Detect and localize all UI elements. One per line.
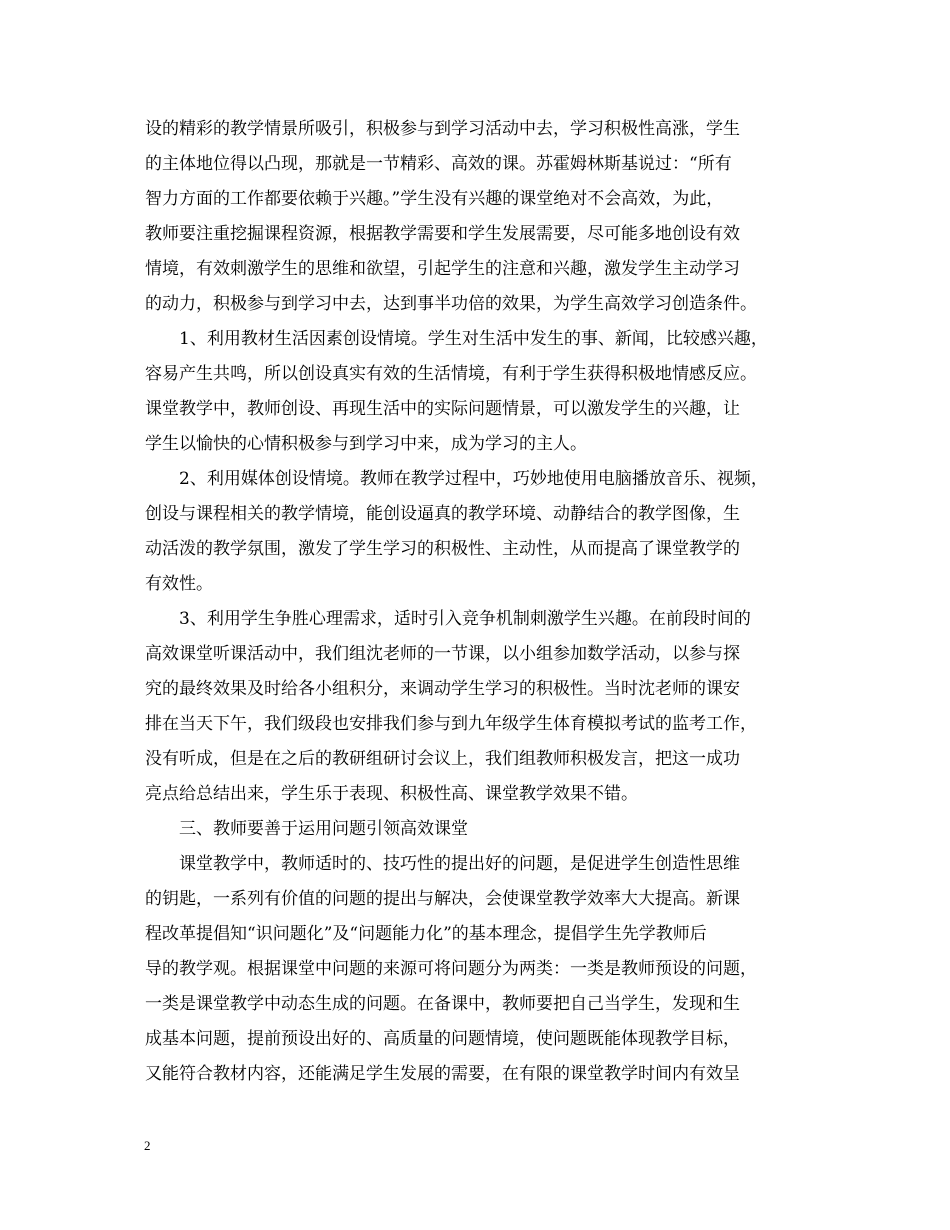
text-line: 的钥匙，一系列有价值的问题的提出与解决，会使课堂教学效率大大提高。新课 — [145, 889, 740, 909]
text-line: 成基本问题，提前预设出好的、高质量的问题情境，使问题既能体现教学目标， — [145, 1029, 740, 1049]
text-line: 有效性。 — [145, 574, 213, 594]
text-line: 究的最终效果及时给各小组积分，来调动学生学习的积极性。当时沈老师的课安 — [145, 679, 740, 699]
section-heading: 三、教师要善于运用问题引领高效课堂 — [179, 819, 468, 839]
text-line: 2、利用媒体创设情境。教师在教学过程中，巧妙地使用电脑播放音乐、视频， — [179, 469, 768, 489]
text-line: 情境，有效刺激学生的思维和欲望，引起学生的注意和兴趣，激发学生主动学习 — [145, 259, 740, 279]
text-line: 的动力，积极参与到学习中去，达到事半功倍的效果，为学生高效学习创造条件。 — [145, 294, 757, 314]
text-line: 3、利用学生争胜心理需求，适时引入竞争机制刺激学生兴趣。在前段时间的 — [179, 609, 751, 629]
text-line: 课堂教学中，教师适时的、技巧性的提出好的问题，是促进学生创造性思维 — [179, 854, 740, 874]
text-line: 一类是课堂教学中动态生成的问题。在备课中，教师要把自己当学生，发现和生 — [145, 994, 740, 1014]
text-line: 智力方面的工作都要依赖于兴趣。”学生没有兴趣的课堂绝对不会高效，为此， — [145, 189, 724, 209]
text-line: 动活泼的教学氛围，激发了学生学习的积极性、主动性，从而提高了课堂教学的 — [145, 539, 740, 559]
page-number: 2 — [144, 1138, 151, 1153]
text-line: 又能符合教材内容，还能满足学生发展的需要，在有限的课堂教学时间内有效呈 — [145, 1064, 740, 1084]
text-line: 教师要注重挖掘课程资源，根据教学需要和学生发展需要，尽可能多地创设有效 — [145, 224, 740, 244]
text-line: 排在当天下午，我们级段也安排我们参与到九年级学生体育模拟考试的监考工作， — [145, 714, 757, 734]
text-line: 亮点给总结出来，学生乐于表现、积极性高、课堂教学效果不错。 — [145, 784, 638, 804]
text-line: 课堂教学中，教师创设、再现生活中的实际问题情景，可以激发学生的兴趣，让 — [145, 399, 740, 419]
text-line: 高效课堂听课活动中，我们组沈老师的一节课，以小组参加数学活动，以参与探 — [145, 644, 740, 664]
text-line: 创设与课程相关的教学情境，能创设逼真的教学环境、动静结合的教学图像，生 — [145, 504, 740, 524]
text-line: 学生以愉快的心情积极参与到学习中来，成为学习的主人。 — [145, 434, 587, 454]
text-line: 导的教学观。根据课堂中问题的来源可将问题分为两类：一类是教师预设的问题， — [145, 959, 757, 979]
text-line: 1、利用教材生活因素创设情境。学生对生活中发生的事、新闻，比较感兴趣， — [179, 329, 768, 349]
text-line: 设的精彩的教学情景所吸引，积极参与到学习活动中去，学习积极性高涨，学生 — [145, 119, 740, 139]
text-line: 没有听成，但是在之后的教研组研讨会议上，我们组教师积极发言，把这一成功 — [145, 749, 740, 769]
text-line: 容易产生共鸣，所以创设真实有效的生活情境，有利于学生获得积极地情感反应。 — [145, 364, 757, 384]
text-line: 的主体地位得以凸现，那就是一节精彩、高效的课。苏霍姆林斯基说过：“所有 — [145, 154, 732, 174]
text-line: 程改革提倡知“识问题化”及“问题能力化”的基本理念，提倡学生先学教师后 — [145, 924, 707, 944]
